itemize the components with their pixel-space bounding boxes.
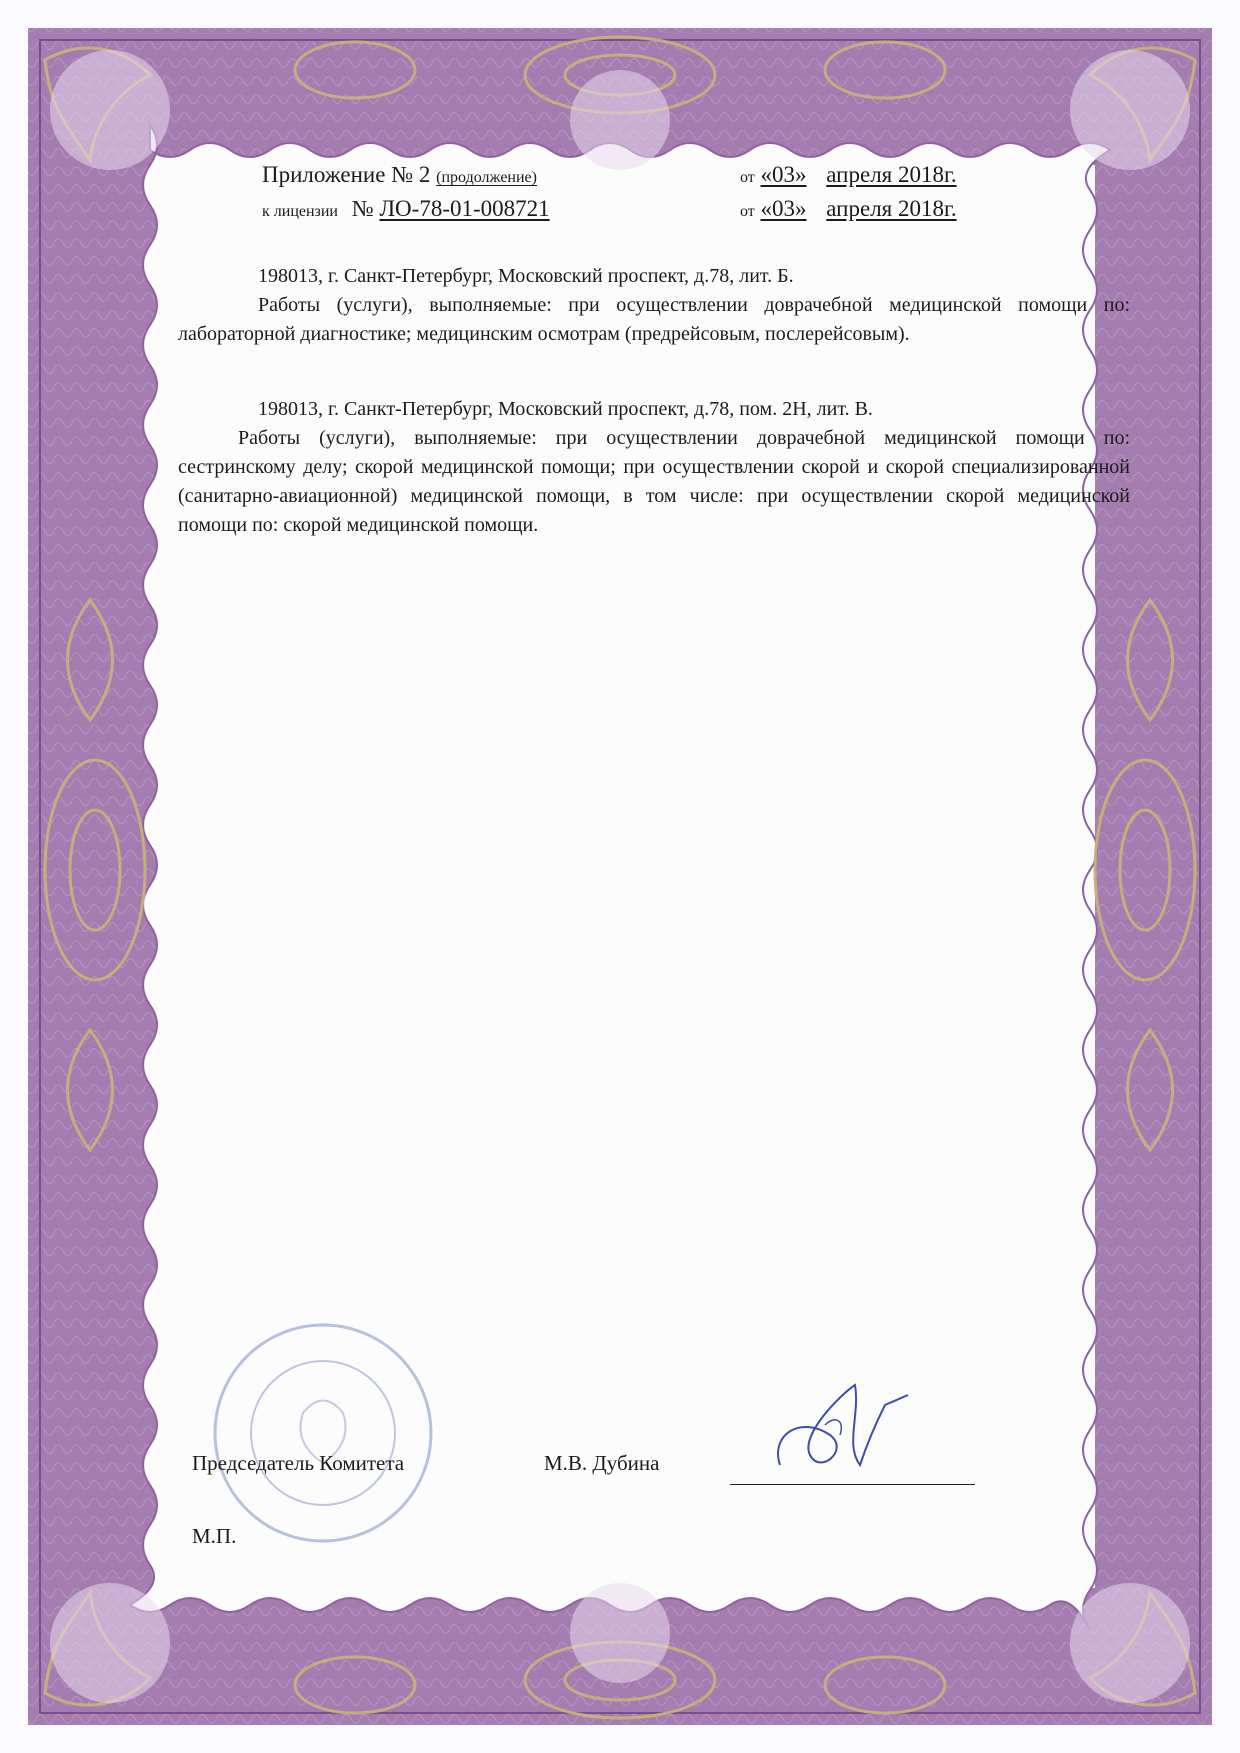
license-label: к лицензии bbox=[262, 203, 338, 220]
official-stamp bbox=[208, 1318, 438, 1548]
signature-scribble bbox=[760, 1375, 910, 1485]
appendix-label: Приложение № 2 bbox=[262, 162, 431, 187]
signature-line bbox=[730, 1484, 975, 1485]
section-address: 198013, г. Санкт-Петербург, Московский проспект, д.78, лит. Б. bbox=[258, 265, 794, 287]
section-address: 198013, г. Санкт-Петербург, Московский проспект, д.78, пом. 2Н, лит. В. bbox=[258, 398, 873, 420]
signatory-position: Председатель Комитета bbox=[192, 1451, 405, 1475]
date-rest-1: апреля 2018г. bbox=[826, 162, 957, 187]
section-works: Работы (услуги), выполняемые: при осуществлении доврачебной медицинской помощи по: лабораторной диагностике; медицинским осмотрам (предрейсовым, послерейсовым). bbox=[178, 294, 1130, 345]
section-works: Работы (услуги), выполняемые: при осуществлении доврачебной медицинской помощи по: сестринскому делу; скорой медицинской помощи; при осуществлении скорой и скорой специализированной (санитарно-авиационной) медицинской помощи, в том числе: при осуществлении скорой медицинской помощи по: скорой медицинской помощи. bbox=[178, 427, 1130, 536]
license-section bbox=[178, 262, 1130, 349]
license-no-sign: № bbox=[351, 196, 374, 221]
date-prefix-1: от bbox=[740, 169, 755, 186]
license-number: ЛО-78-01-008721 bbox=[379, 196, 550, 221]
signatory-name: М.В. Дубина bbox=[544, 1451, 660, 1475]
stamp-place-label: М.П. bbox=[192, 1524, 237, 1548]
license-section bbox=[178, 395, 1130, 540]
appendix-note: (продолжение) bbox=[436, 169, 537, 186]
date-day-2: «03» bbox=[760, 196, 807, 221]
date-prefix-2: от bbox=[740, 203, 755, 220]
date-rest-2: апреля 2018г. bbox=[826, 196, 957, 221]
date-day-1: «03» bbox=[760, 162, 807, 187]
